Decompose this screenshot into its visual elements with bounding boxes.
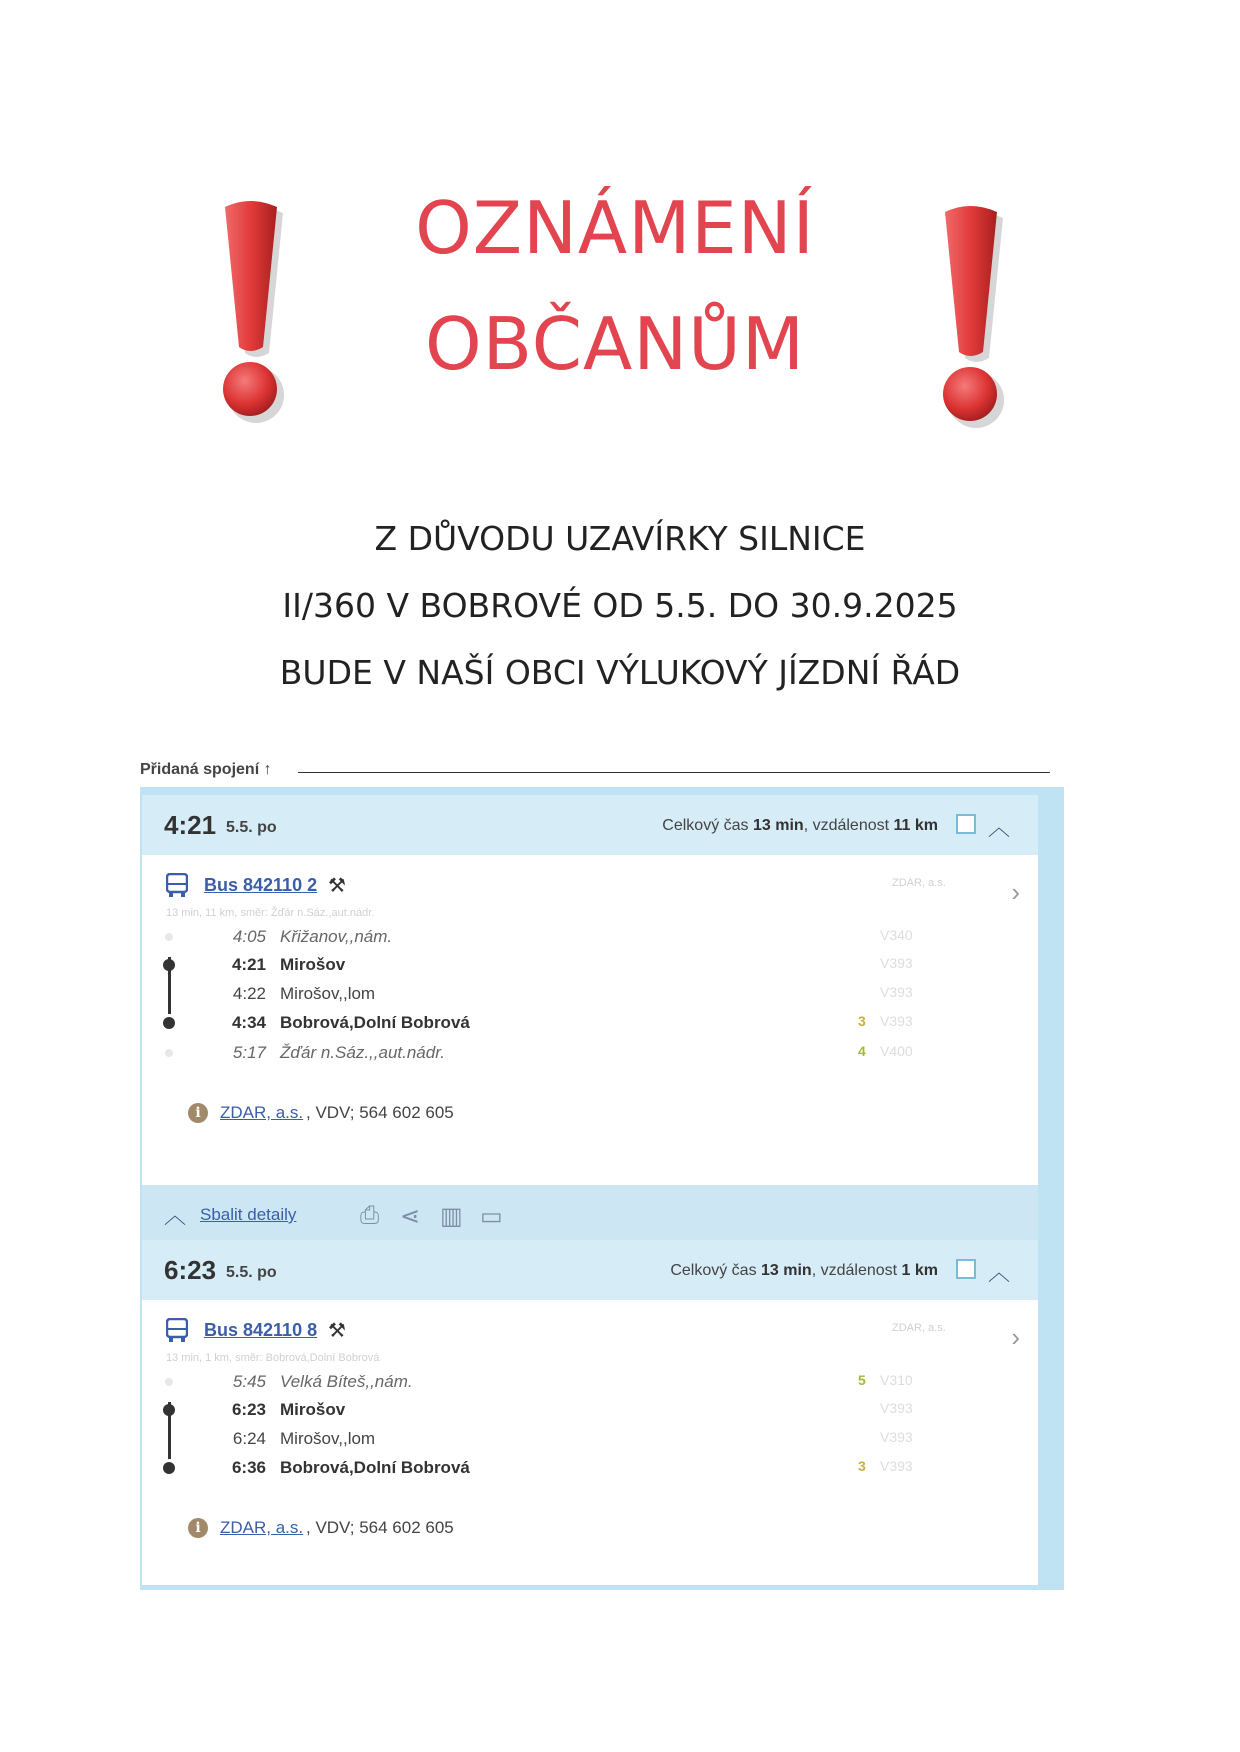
carrier-short: ZDAR, a.s. xyxy=(892,1322,946,1334)
connection-header[interactable] xyxy=(142,795,1038,855)
print-icon[interactable]: ⎙ xyxy=(360,1202,380,1229)
timetable-panel xyxy=(140,757,1064,1590)
direction-text: 13 min, 1 km, směr: Bobrová,Dolní Bobrová xyxy=(166,1352,380,1364)
notice-text xyxy=(200,505,1040,706)
bus-icon xyxy=(166,873,188,899)
departure-date: 5.5. po xyxy=(226,1264,277,1281)
stop-dot xyxy=(163,1462,175,1474)
connection-body xyxy=(142,1300,1038,1585)
info-icon: i xyxy=(188,1518,208,1538)
chevron-up-icon[interactable]: ︿ xyxy=(987,815,1010,840)
chevron-up-icon[interactable]: ︿ xyxy=(987,1260,1010,1285)
connection-header[interactable] xyxy=(142,1240,1038,1300)
compare-checkbox[interactable] xyxy=(956,1259,976,1279)
stop-row: 4:05 Křižanov,,nám. V340 xyxy=(164,927,924,955)
stop-dot xyxy=(165,1378,173,1386)
notice-line: BUDE V NAŠÍ OBCI VÝLUKOVÝ JÍZDNÍ ŘÁD xyxy=(279,653,961,692)
section-label[interactable]: Přidaná spojení ↑ xyxy=(140,761,272,778)
stop-row: 4:21 Mirošov V393 xyxy=(164,955,924,983)
bus-line-link[interactable]: Bus 842110 8 xyxy=(204,1320,318,1340)
connection-card xyxy=(142,1240,1038,1585)
exclamation-left-icon xyxy=(205,195,295,430)
briefcase-icon[interactable]: ▭ xyxy=(480,1203,503,1230)
added-connections-header xyxy=(140,757,1064,787)
stop-row: 6:23 Mirošov V393 xyxy=(164,1400,924,1428)
operator-contact: , VDV; 564 602 605 xyxy=(306,1518,454,1537)
chevron-right-icon[interactable]: › xyxy=(1011,1322,1020,1352)
announcement-title xyxy=(380,170,850,402)
direction-text: 13 min, 11 km, směr: Žďár n.Sáz.,aut.nádr. xyxy=(166,907,375,919)
notice-line: Z DŮVODU UZAVÍRKY SILNICE xyxy=(374,519,866,558)
bus-icon xyxy=(166,1318,188,1344)
total-summary: Celkový čas 13 min, vzdálenost 11 km xyxy=(662,817,938,834)
tools-icon: ⚒ xyxy=(328,1320,346,1342)
stop-list xyxy=(164,927,924,1077)
stop-dot xyxy=(165,1049,173,1057)
carrier-short: ZDAR, a.s. xyxy=(892,877,946,889)
title-line-2: OBČANŮM xyxy=(424,302,805,386)
operator-link[interactable]: ZDAR, a.s. xyxy=(220,1518,304,1537)
departure-date: 5.5. po xyxy=(226,819,277,836)
stop-row: 4:22 Mirošov,,lom V393 xyxy=(232,984,913,1003)
stop-dot xyxy=(163,959,175,971)
operator-contact: , VDV; 564 602 605 xyxy=(306,1103,454,1122)
stop-dot xyxy=(163,1404,175,1416)
share-icon[interactable]: ⋖ xyxy=(400,1203,421,1230)
bus-line-link[interactable]: Bus 842110 2 xyxy=(204,875,318,895)
stop-row: 5:17 Žďár n.Sáz.,,aut.nádr. 4 V400 xyxy=(164,1043,924,1071)
map-icon[interactable]: ▥ xyxy=(440,1203,463,1230)
compare-checkbox[interactable] xyxy=(956,814,976,834)
connection-card xyxy=(142,795,1038,1247)
departure-time: 4:21 xyxy=(164,810,217,840)
stop-dot xyxy=(165,933,173,941)
tools-icon: ⚒ xyxy=(328,875,346,897)
stop-row: 4:34 Bobrová,Dolní Bobrová 3 V393 xyxy=(164,1013,924,1041)
connection-body xyxy=(142,855,1038,1185)
info-icon: i xyxy=(188,1103,208,1123)
divider xyxy=(298,772,1050,773)
exclamation-right-icon xyxy=(925,200,1015,435)
stop-dot xyxy=(163,1017,175,1029)
notice-line: II/360 V BOBROVÉ OD 5.5. DO 30.9.2025 xyxy=(282,586,958,625)
title-line-1: OZNÁMENÍ xyxy=(415,186,815,270)
details-toolbar xyxy=(142,1185,1038,1247)
stop-row: 6:24 Mirošov,,lom V393 xyxy=(232,1429,913,1448)
stop-list xyxy=(164,1372,924,1492)
operator-link[interactable]: ZDAR, a.s. xyxy=(220,1103,304,1122)
departure-time: 6:23 xyxy=(164,1255,217,1285)
stop-row: 5:45 Velká Bíteš,,nám. 5 V310 xyxy=(164,1372,924,1400)
collapse-details-link[interactable]: Sbalit detaily xyxy=(200,1205,297,1224)
total-summary: Celkový čas 13 min, vzdálenost 1 km xyxy=(670,1262,938,1279)
chevron-up-icon[interactable]: ︿ xyxy=(164,1203,187,1228)
chevron-right-icon[interactable]: › xyxy=(1011,877,1020,907)
stop-row: 6:36 Bobrová,Dolní Bobrová 3 V393 xyxy=(164,1458,924,1486)
